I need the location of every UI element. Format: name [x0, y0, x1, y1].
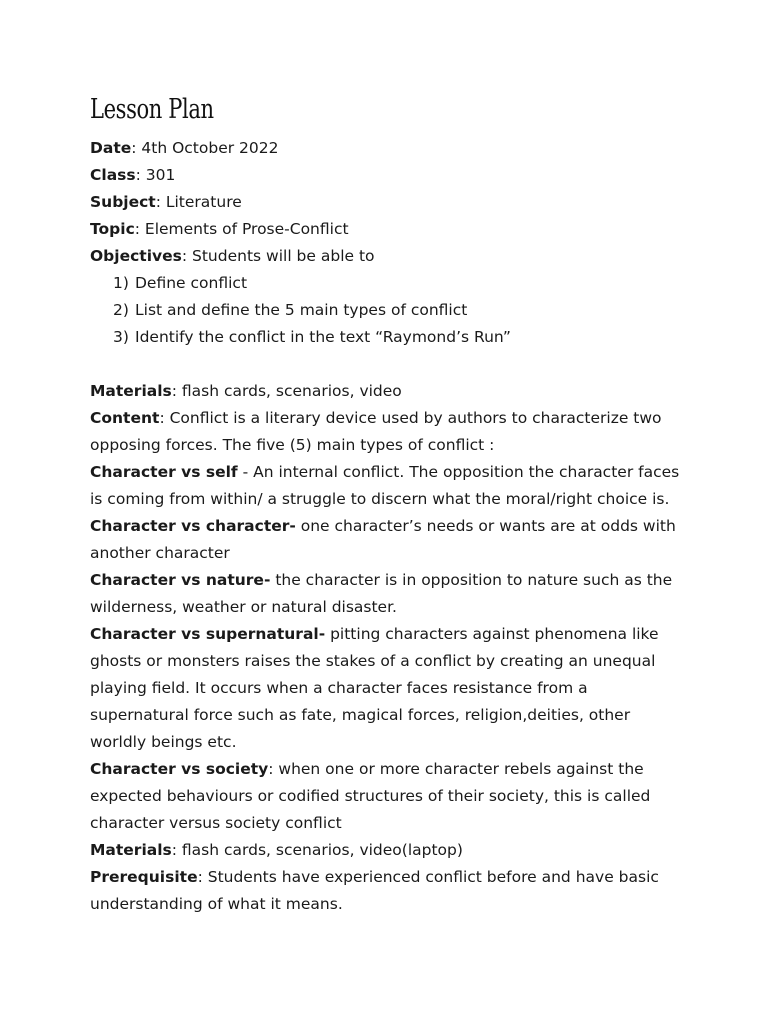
society-conflict-label: Character vs society [90, 760, 269, 778]
content-line: opposing forces. The five (5) main types of conflict : [90, 436, 495, 454]
supernatural-conflict-line: playing field. It occurs when a character faces resistance from a [90, 679, 588, 697]
blank-line [90, 351, 690, 378]
topic-label: Topic [90, 220, 135, 238]
character-conflict-line: another character [90, 544, 230, 562]
subject-value: : Literature [155, 193, 242, 211]
society-conflict-line [90, 756, 690, 783]
objective-item [90, 297, 690, 324]
topic-value: : Elements of Prose-Conflict [134, 220, 349, 238]
society-conflict-text: : when one or more character rebels against the [268, 760, 644, 778]
character-conflict-label: Character vs character- [90, 517, 296, 535]
prerequisite-label: Prerequisite [90, 868, 198, 886]
prerequisite-line: understanding of what it means. [90, 895, 343, 913]
objective-number: 2) [113, 301, 129, 319]
nature-conflict-line: wilderness, weather or natural disaster. [90, 598, 397, 616]
prerequisite-line [90, 864, 690, 891]
prerequisite-text: : Students have experienced conflict before and have basic [197, 868, 659, 886]
objective-text: Define conflict [135, 274, 248, 292]
class-line [90, 162, 690, 189]
society-conflict-line: expected behaviours or codified structures of their society, this is called [90, 787, 651, 805]
content-label: Content [90, 409, 160, 427]
document-title: Lesson Plan [90, 94, 214, 125]
supernatural-conflict-line: supernatural force such as fate, magical forces, religion,deities, other [90, 706, 631, 724]
document-body [90, 135, 690, 918]
materials-label: Materials [90, 382, 172, 400]
subject-line [90, 189, 690, 216]
supernatural-conflict-text: pitting characters against phenomena like [325, 625, 659, 643]
nature-conflict-text: the character is in opposition to nature such as the [270, 571, 673, 589]
objective-text: List and define the 5 main types of conflict [135, 301, 468, 319]
objectives-label: Objectives [90, 247, 182, 265]
materials-line [90, 837, 690, 864]
supernatural-conflict-label: Character vs supernatural- [90, 625, 326, 643]
objectives-intro: : Students will be able to [181, 247, 375, 265]
self-conflict-label: Character vs self [90, 463, 238, 481]
date-label: Date [90, 139, 132, 157]
class-label: Class [90, 166, 136, 184]
objective-item [90, 270, 690, 297]
nature-conflict-label: Character vs nature- [90, 571, 271, 589]
supernatural-conflict-line: ghosts or monsters raises the stakes of a conflict by creating an unequal [90, 652, 656, 670]
supernatural-conflict-line [90, 621, 690, 648]
supernatural-conflict-line: worldly beings etc. [90, 733, 237, 751]
character-conflict-text: one character’s needs or wants are at odds with [295, 517, 676, 535]
content-text: : Conflict is a literary device used by authors to characterize two [159, 409, 662, 427]
materials-value: : flash cards, scenarios, video [171, 382, 402, 400]
nature-conflict-line [90, 567, 690, 594]
objective-text: Identify the conflict in the text “Raymond’s Run” [135, 328, 511, 346]
society-conflict-line: character versus society conflict [90, 814, 342, 832]
objective-number: 1) [113, 274, 129, 292]
materials-value: : flash cards, scenarios, video(laptop) [171, 841, 463, 859]
topic-line [90, 216, 690, 243]
materials-label: Materials [90, 841, 172, 859]
character-conflict-line [90, 513, 690, 540]
self-conflict-line: is coming from within/ a struggle to discern what the moral/right choice is. [90, 490, 670, 508]
objective-number: 3) [113, 328, 129, 346]
content-line [90, 405, 690, 432]
date-line [90, 135, 690, 162]
self-conflict-line [90, 459, 690, 486]
class-value: : 301 [135, 166, 176, 184]
self-conflict-text: - An internal conflict. The opposition the character faces [237, 463, 680, 481]
date-value: : 4th October 2022 [131, 139, 279, 157]
subject-label: Subject [90, 193, 156, 211]
objective-item [90, 324, 690, 351]
objectives-line [90, 243, 690, 270]
materials-line [90, 378, 690, 405]
